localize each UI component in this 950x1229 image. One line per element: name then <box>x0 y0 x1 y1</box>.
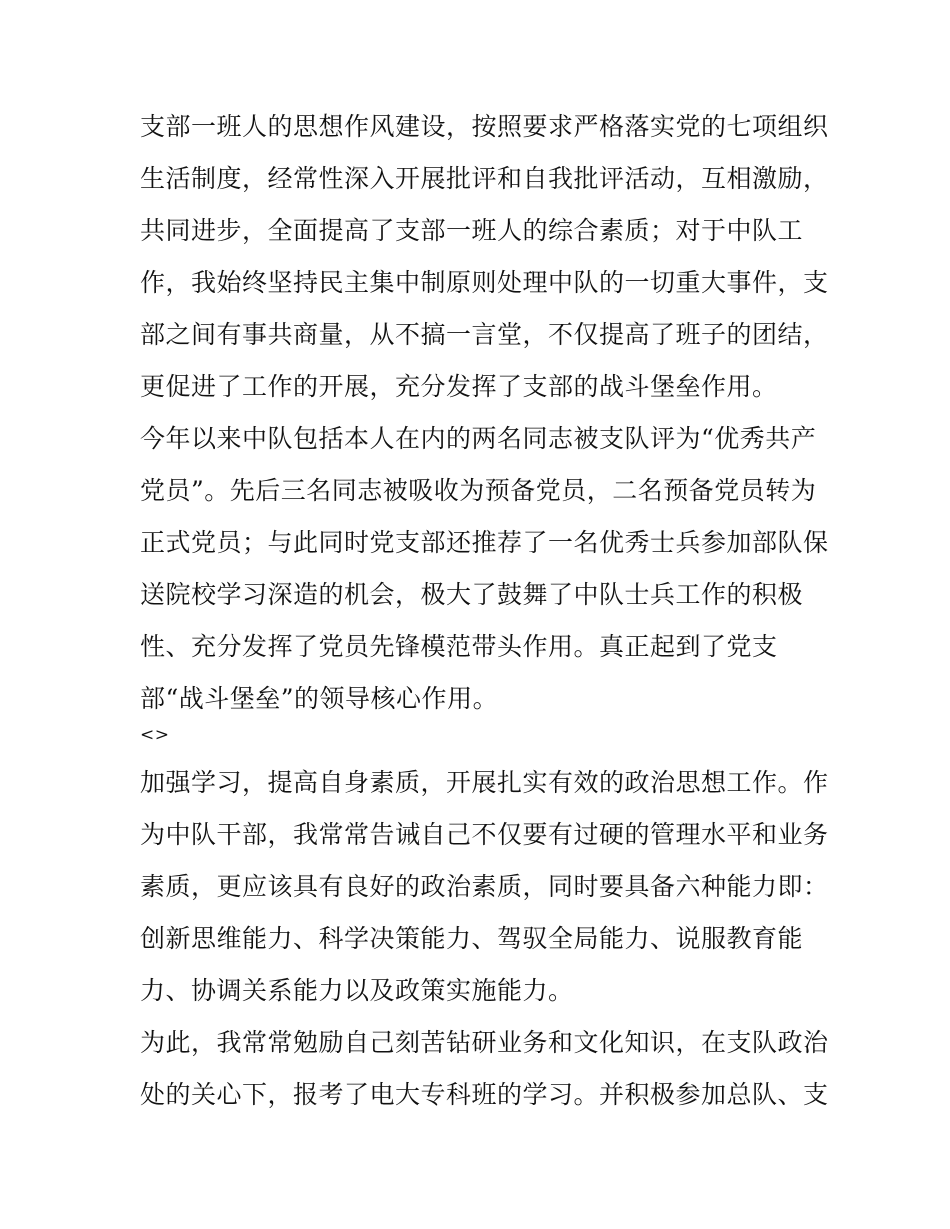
text-line: 党员”。先后三名同志被吸收为预备党员，二名预备党员转为 <box>140 476 817 505</box>
text-line: 处的关心下，报考了电大专科班的学习。并积极参加总队、支 <box>140 1080 829 1109</box>
text-line: 更促进了工作的开展，充分发挥了支部的战斗堡垒作用。 <box>140 372 778 401</box>
text-line: 部“战斗堡垒”的领导核心作用。 <box>140 684 499 713</box>
text-line: 送院校学习深造的机会，极大了鼓舞了中队士兵工作的积极 <box>140 580 804 609</box>
text-line: 为此，我常常勉励自己刻苦钻研业务和文化知识，在支队政治 <box>140 1028 829 1057</box>
text-line: 素质，更应该具有良好的政治素质，同时要具备六种能力即： <box>140 872 829 901</box>
text-line: 力、协调关系能力以及政策实施能力。 <box>140 976 574 1005</box>
text-line: 正式党员；与此同时党支部还推荐了一名优秀士兵参加部队保 <box>140 528 829 557</box>
text-line: 性、充分发挥了党员先锋模范带头作用。真正起到了党支 <box>140 632 778 661</box>
text-line: 今年以来中队包括本人在内的两名同志被支队评为“优秀共产 <box>140 424 817 453</box>
text-line-marker: <> <box>140 725 170 745</box>
text-line: 生活制度，经常性深入开展批评和自我批评活动，互相激励， <box>140 164 829 193</box>
text-line: 创新思维能力、科学决策能力、驾驭全局能力、说服教育能 <box>140 924 804 953</box>
text-line: 部之间有事共商量，从不搞一言堂，不仅提高了班子的团结， <box>140 320 829 349</box>
text-line: 支部一班人的思想作风建设，按照要求严格落实党的七项组织 <box>140 112 829 141</box>
text-line: 作，我始终坚持民主集中制原则处理中队的一切重大事件，支 <box>140 268 829 297</box>
text-line: 共同进步，全面提高了支部一班人的综合素质；对于中队工 <box>140 216 804 245</box>
text-line: 为中队干部，我常常告诫自己不仅要有过硬的管理水平和业务 <box>140 820 829 849</box>
text-line: 加强学习，提高自身素质，开展扎实有效的政治思想工作。作 <box>140 768 829 797</box>
